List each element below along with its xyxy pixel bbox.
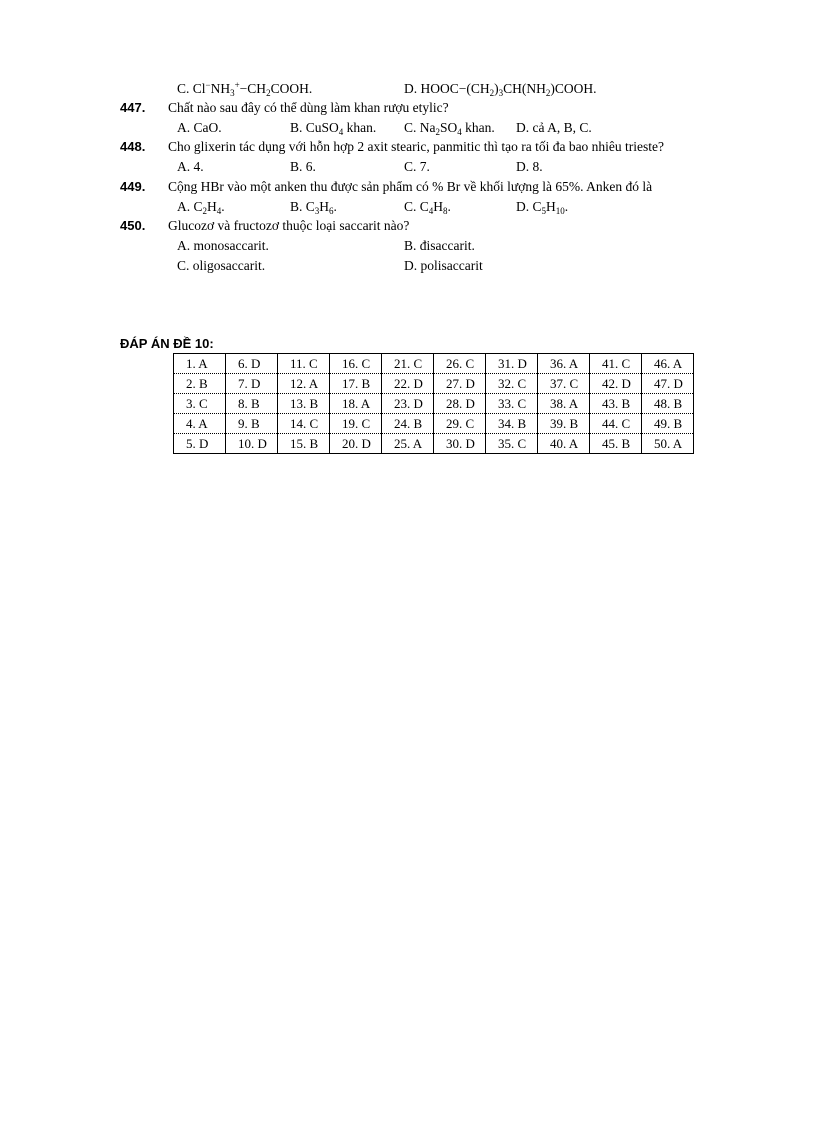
q448-option-b: B. 6.	[290, 159, 316, 174]
answer-key-cell: 3. C	[174, 394, 226, 414]
answer-key-cell: 25. A	[382, 434, 434, 454]
answer-key-title: ĐÁP ÁN ĐỀ 10:	[120, 336, 214, 351]
q446-option-d: D. $HOOC-(CH_2)_3CH(NH_2)COOH$.	[404, 81, 597, 98]
q447-option-a: A. CaO.	[177, 120, 222, 135]
answer-key-cell: 2. B	[174, 374, 226, 394]
answer-key-cell: 26. C	[434, 354, 486, 374]
question-text: Cho glixerin tác dụng với hỗn hợp 2 axit stearic, panmitic thì tạo ra tối đa bao nhiêu trieste?	[168, 139, 665, 154]
answer-key-cell: 9. B	[226, 414, 278, 434]
answer-key-cell: 38. A	[538, 394, 590, 414]
answer-key-cell: 28. D	[434, 394, 486, 414]
answer-key-cell: 7. D	[226, 374, 278, 394]
question-448	[0, 138, 816, 155]
answer-key-cell: 10. D	[226, 434, 278, 454]
question-text: Glucozơ và fructozơ thuộc loại saccarit nào?	[168, 218, 410, 233]
answer-key-cell: 40. A	[538, 434, 590, 454]
answer-key-cell: 16. C	[330, 354, 382, 374]
answer-key-cell: 11. C	[278, 354, 330, 374]
answer-key-cell: 35. C	[486, 434, 538, 454]
q450-option-b: B. đisaccarit.	[404, 238, 475, 253]
answer-key-cell: 13. B	[278, 394, 330, 414]
q448-option-c: C. 7.	[404, 159, 430, 174]
q447-options-row	[0, 119, 816, 136]
answer-key-cell: 24. B	[382, 414, 434, 434]
question-450	[0, 217, 816, 234]
q448-option-a: A. 4.	[177, 159, 204, 174]
answer-key-cell: 15. B	[278, 434, 330, 454]
answer-key-cell: 50. A	[654, 436, 683, 451]
question-447	[0, 99, 816, 116]
answer-key-cell: 19. C	[330, 414, 382, 434]
question-number: 450.	[120, 218, 146, 233]
q447-option-b: B. CuSO$_4$ khan.	[290, 120, 377, 137]
answer-key-cell: 14. C	[278, 414, 330, 434]
answer-key-cell: 8. B	[226, 394, 278, 414]
q447-option-c: C. $Na_2SO_4$ khan.	[404, 120, 495, 137]
answer-key-cell: 37. C	[538, 374, 590, 394]
q450-option-a: A. monosaccarit.	[177, 238, 269, 253]
answer-key-cell: 42. D	[590, 374, 642, 394]
q450-option-d: D. polisaccarit	[404, 258, 483, 273]
q449-options-row	[0, 198, 816, 215]
question-text: Cộng HBr vào một anken thu được sản phẩm có % Br về khối lượng là 65%. Anken đó là	[168, 179, 653, 194]
q449-option-d: D. $C_5H_{10}$.	[516, 199, 569, 216]
answer-key-cell: 48. B	[642, 394, 694, 414]
answer-key-table	[173, 353, 694, 454]
q450-options-row-1	[0, 237, 816, 254]
q446-options-row	[0, 80, 816, 97]
answer-key-cell: 34. B	[486, 414, 538, 434]
answer-key-cell: 5. D	[174, 434, 226, 454]
answer-key-cell: 12. A	[278, 374, 330, 394]
answer-key-cell: 41. C	[590, 354, 642, 374]
answer-key-cell: 49. B	[642, 414, 694, 434]
q449-option-a: A. $C_2H_4$.	[177, 199, 225, 216]
answer-key-cell: 18. A	[330, 394, 382, 414]
question-449	[0, 178, 816, 195]
answer-key-cell: 6. D	[226, 354, 278, 374]
answer-key-cell: 39. B	[538, 414, 590, 434]
answer-key-cell: 31. D	[486, 354, 538, 374]
answer-key-cell: 32. C	[486, 374, 538, 394]
answer-key-cell: 33. C	[486, 394, 538, 414]
answer-key-cell: 20. D	[330, 434, 382, 454]
q447-option-d: D. cả A, B, C.	[516, 120, 592, 135]
answer-key-cell: 1. A	[174, 354, 226, 374]
answer-key-cell: 17. B	[330, 374, 382, 394]
q446-option-c: C. $Cl^-NH_3^+-CH_2COOH$.	[177, 80, 313, 98]
answer-key-row	[174, 394, 694, 414]
question-number: 448.	[120, 139, 146, 154]
answer-key-cell: 21. C	[382, 354, 434, 374]
answer-key-cell: 29. C	[434, 414, 486, 434]
q449-option-c: C. $C_4H_8$.	[404, 199, 451, 216]
answer-key-row	[174, 434, 694, 454]
answer-key-row	[174, 354, 694, 374]
q448-options-row	[0, 158, 816, 175]
answer-key-cell: 43. B	[590, 394, 642, 414]
q450-option-c: C. oligosaccarit.	[177, 258, 266, 273]
answer-key-cell: 44. C	[590, 414, 642, 434]
question-number: 447.	[120, 100, 146, 115]
answer-key-cell: 22. D	[382, 374, 434, 394]
answer-key-cell: 27. D	[434, 374, 486, 394]
question-number: 449.	[120, 179, 146, 194]
answer-key-cell: 46. A	[642, 354, 694, 374]
answer-key-cell: 47. D	[642, 374, 694, 394]
question-text: Chất nào sau đây có thể dùng làm khan rượu etylic?	[168, 100, 449, 115]
answer-key-cell: 30. D	[434, 434, 486, 454]
answer-key-cell: 23. D	[382, 394, 434, 414]
q449-option-b: B. $C_3H_6$.	[290, 199, 337, 216]
q448-option-d: D. 8.	[516, 159, 543, 174]
q450-options-row-2	[0, 257, 816, 274]
answer-key-row	[174, 374, 694, 394]
answer-key-row	[174, 414, 694, 434]
answer-key-cell: 36. A	[538, 354, 590, 374]
answer-key-cell: 4. A	[174, 414, 226, 434]
answer-key-cell: 45. B	[590, 434, 642, 454]
